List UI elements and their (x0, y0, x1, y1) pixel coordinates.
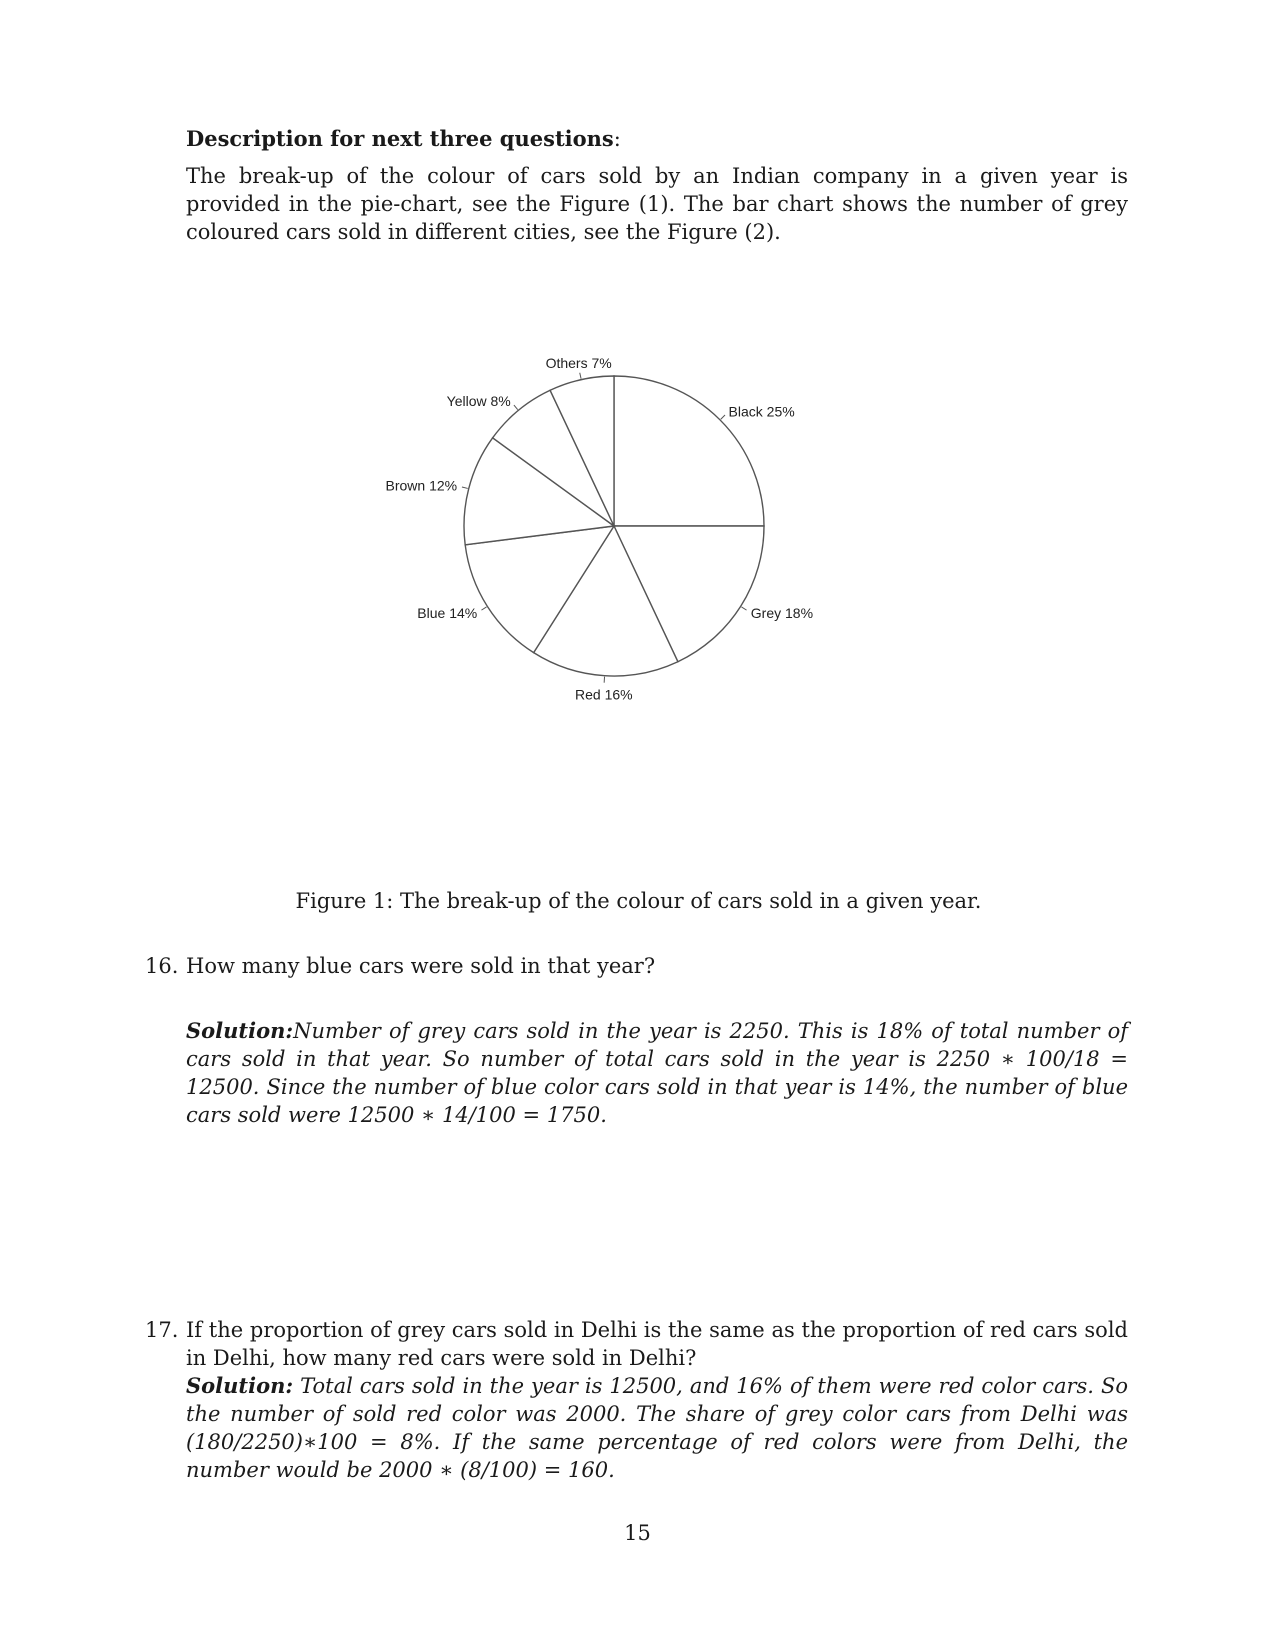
pie-label-black: Black 25% (728, 403, 795, 420)
pie-label-blue: Blue 14% (417, 604, 478, 621)
question-16-text: How many blue cars were sold in that year? (186, 954, 656, 978)
pie-label-grey: Grey 18% (750, 604, 814, 621)
solution-16-text: Number of grey cars sold in the year is 2250. This is 18% of total number of cars sold in that year. So number of total cars sold in the year is 2250 ∗ 100/18 = 12500. Since the number of blue color cars sold in that year is 14%, the number of blue cars sold were 12500 ∗ 14/100 = 1750. (186, 1019, 1128, 1127)
question-17-text: If the proportion of grey cars sold in Delhi is the same as the proportion of red cars sold in Delhi, how many red cars were sold in Delhi? (186, 1318, 1128, 1370)
pie-chart-svg (385, 354, 880, 750)
pie-label-yellow: Yellow 8% (446, 393, 511, 410)
solution-16-label: Solution: (186, 1018, 294, 1043)
description-heading (186, 125, 1126, 153)
pie-tick-others (580, 373, 581, 379)
figure-caption: Figure 1: The break-up of the colour of cars sold in a given year. (295, 889, 982, 913)
pie-label-red: Red 16% (575, 686, 633, 703)
solution-17-label: Solution: (186, 1373, 294, 1398)
description-heading-title: Description for next three questions (186, 126, 614, 151)
pie-chart (385, 354, 880, 750)
pie-slice-black (614, 376, 764, 526)
page-number: 15 (624, 1521, 651, 1545)
pie-tick-black (721, 415, 725, 419)
pie-tick-grey (741, 607, 746, 610)
pie-label-brown: Brown 12% (385, 477, 458, 494)
description-heading-colon: : (613, 127, 621, 151)
pie-tick-brown (462, 487, 468, 488)
solution-17-text: Total cars sold in the year is 12500, and 16% of them were red color cars. So the number of sold red color was 2000. The share of grey color cars from Delhi was (180/2250)∗100 = 8%. If the same percentage of red colors were from Delhi, the number would be 2000 ∗ (8/100) = 160. (186, 1374, 1128, 1482)
question-17-number: 17. (145, 1318, 179, 1342)
question-17-solution (186, 1372, 1128, 1484)
description-paragraph: The break-up of the colour of cars sold by an Indian company in a given year is provided in the pie-chart, see the Figure (1). The bar chart shows the number of grey coloured cars sold in different cities, see the Figure (2). (186, 164, 1128, 244)
pie-label-others: Others 7% (545, 354, 612, 371)
question-16-number: 16. (145, 954, 179, 978)
pie-tick-yellow (514, 405, 518, 410)
pie-tick-blue (481, 607, 486, 610)
question-16-solution (186, 1017, 1128, 1129)
